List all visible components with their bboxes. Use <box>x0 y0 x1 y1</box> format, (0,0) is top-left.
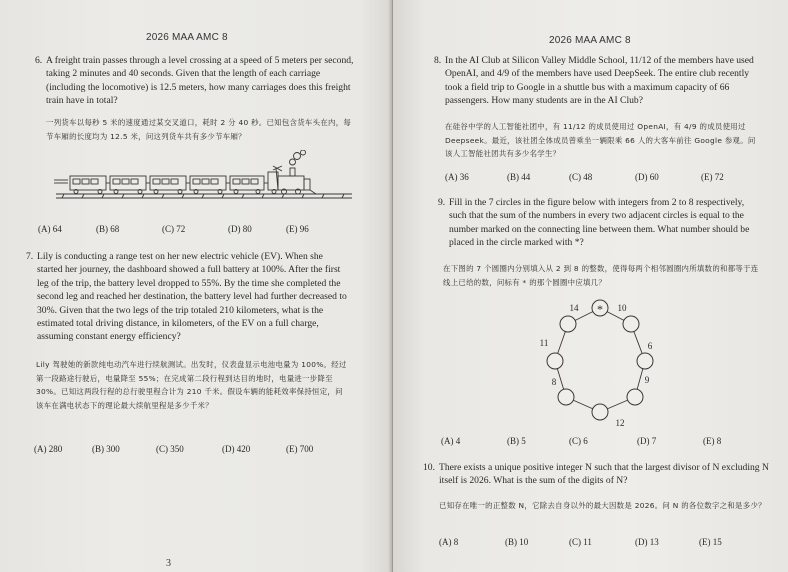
choice-e[interactable]: (E) 15 <box>699 537 722 547</box>
edge-label: 11 <box>539 338 549 348</box>
question-10-chinese: 已知存在唯一的正整数 N，它除去自身以外的最大因数是 2026。问 N 的各位数字之和是多少？ <box>439 501 766 510</box>
question-number: 7. <box>26 251 34 262</box>
question-text: Fill in the 7 circles in the figure below with integers from 2 to 8 respectively, such that the sum of the numbers in every two adjacent circles is equal to the number marked on the connecting line between them. What number should be placed in the circle marked with *? <box>449 197 750 249</box>
choice-a[interactable]: (A) 8 <box>439 537 459 547</box>
choice-e[interactable]: (E) 72 <box>701 172 724 182</box>
question-7-chinese: Lily 驾驶她的新款纯电动汽车进行续航测试。出发时，仪表盘显示电池电量为 100%。经过第一段路途行驶后，电量降至 55%；在完成第二段行程到达目的地时，电量进一步降至 30%。已知这两段行程的总行驶里程合计为 210 千米。假设车辆的能耗效率保持恒定，问该车在满电状态下的理论最大续航里程是多少千米？ <box>36 360 347 410</box>
crossing-signal <box>273 166 282 190</box>
question-text: In the AI Club at Silicon Valley Middle School, 11/12 of the members have used OpenAI, and 4/9 of the members have used DeepSeek. The entire club recently took a field trip to Google in a shuttle bus with a maximum capacity of 66 passengers. How many students are in the AI Club? <box>445 55 754 107</box>
locomotive <box>264 150 316 194</box>
choice-c[interactable]: (C) 72 <box>162 224 186 234</box>
edge-label: 9 <box>644 375 650 385</box>
choice-a[interactable]: (A) 280 <box>34 444 63 454</box>
choice-e[interactable]: (E) 96 <box>286 224 309 234</box>
right-page <box>393 0 788 572</box>
question-number: 8. <box>434 55 442 66</box>
edge-label: 14 <box>569 303 579 313</box>
question-6-chinese: 一列货车以每秒 5 米的速度通过某交叉道口，耗时 2 分 40 秒。已知包含货车头在内，每节车厢的长度均为 12.5 米，问这列货车共有多少节车厢？ <box>46 118 352 141</box>
choice-b[interactable]: (B) 10 <box>505 537 529 547</box>
circle-node <box>623 316 639 332</box>
question-number: 9. <box>438 197 446 208</box>
question-number: 6. <box>35 55 43 66</box>
circle-figure <box>523 294 683 434</box>
choice-d[interactable]: (D) 13 <box>635 537 659 547</box>
question-10 <box>423 461 769 488</box>
choice-c[interactable]: (C) 48 <box>569 172 593 182</box>
rail-ties <box>62 194 344 198</box>
choice-a[interactable]: (A) 64 <box>38 224 62 234</box>
choice-c[interactable]: (C) 11 <box>569 537 592 547</box>
choice-e[interactable]: (E) 8 <box>703 436 722 446</box>
question-8 <box>434 54 757 108</box>
choice-b[interactable]: (B) 5 <box>507 436 526 446</box>
question-text: Lily is conducting a range test on her new electric vehicle (EV). When she started her journey, the dashboard showed a full battery at 100%. After the first leg of the trip, the battery level dropped to 55%. By the time she completed the second leg and reached her destination, the battery level had further decreased to 30%. Given that the two legs of the trip totaled 210 kilometers, what is the estimated total driving distance, in kilometers, of the EV on a full charge, assuming constant energy efficiency? <box>37 251 347 343</box>
carriage-2 <box>110 176 146 194</box>
edge-label: 6 <box>647 341 653 351</box>
choice-b[interactable]: (B) 44 <box>507 172 531 182</box>
choice-c[interactable]: (C) 350 <box>156 444 184 454</box>
circle-node <box>592 404 608 420</box>
left-page <box>0 0 392 572</box>
question-text: A freight train passes through a level crossing at a speed of 5 meters per second, taking 2 minutes and 40 seconds. Given that the length of each carriage (including the locomotive) is 12.5 meters, how many carriages does this freight train have in total? <box>46 55 354 107</box>
circle-node <box>637 353 653 369</box>
page-header: 2026 MAA AMC 8 <box>549 35 631 46</box>
choice-c[interactable]: (C) 6 <box>569 436 588 446</box>
question-9 <box>438 196 759 250</box>
question-9-chinese: 在下图的 7 个圆圈内分别填入从 2 到 8 的整数，使得每两个相邻圆圈内所填数的和都等于连线上已给的数，问标有 * 的那个圆圈中应填几？ <box>443 264 759 287</box>
circle-node <box>558 389 574 405</box>
circle-node <box>547 353 563 369</box>
carriage-1 <box>70 176 106 194</box>
edge-label: 12 <box>615 418 625 428</box>
page-header: 2026 MAA AMC 8 <box>146 32 228 43</box>
edge-label: 8 <box>551 377 557 387</box>
question-number: 10. <box>423 462 435 473</box>
carriage-3 <box>150 176 186 194</box>
choice-e[interactable]: (E) 700 <box>286 444 314 454</box>
choice-a[interactable]: (A) 36 <box>445 172 469 182</box>
carriage-5 <box>230 176 264 194</box>
train-figure <box>54 150 354 210</box>
question-text: There exists a unique positive integer N such that the largest divisor of N excluding N itself is 2026. What is the sum of the digits of N? <box>439 462 769 487</box>
choice-b[interactable]: (B) 300 <box>92 444 120 454</box>
circle-node <box>627 389 643 405</box>
choice-b[interactable]: (B) 68 <box>96 224 120 234</box>
star-marker: * <box>597 302 603 316</box>
choice-d[interactable]: (D) 420 <box>222 444 251 454</box>
choice-a[interactable]: (A) 4 <box>441 436 461 446</box>
circle-node <box>560 316 576 332</box>
question-6 <box>35 54 354 108</box>
choice-d[interactable]: (D) 7 <box>637 436 657 446</box>
page-number: 3 <box>166 558 171 569</box>
choice-d[interactable]: (D) 80 <box>228 224 252 234</box>
question-8-chinese: 在硅谷中学的人工智能社团中，有 11/12 的成员使用过 OpenAI，有 4/9 的成员使用过 Deepseek。最近，该社团全体成员曾乘坐一辆限乘 66 人的大客车前往 Google 参观。问该人工智能社团共有多少名学生？ <box>445 122 756 159</box>
question-7 <box>26 250 347 344</box>
edge-label: 10 <box>617 303 627 313</box>
carriage-4 <box>190 176 226 194</box>
choice-d[interactable]: (D) 60 <box>635 172 659 182</box>
